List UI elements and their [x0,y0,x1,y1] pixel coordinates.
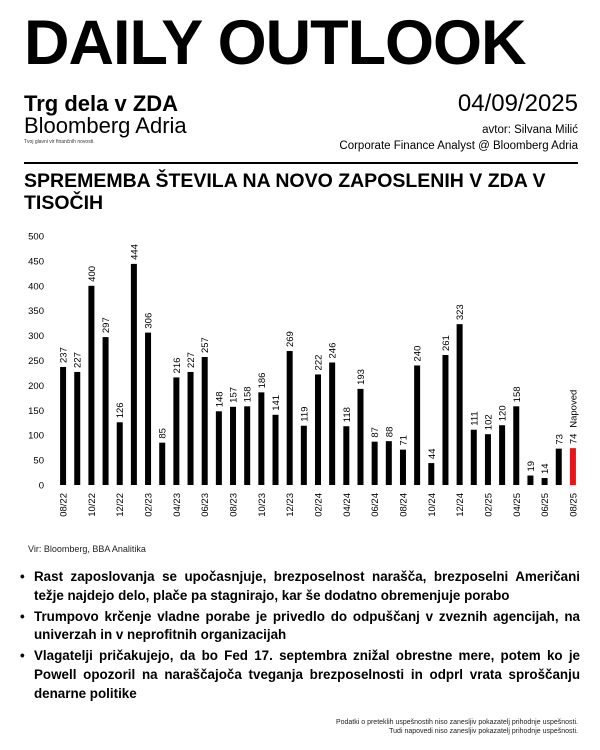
x-tick-label: 10/24 [426,493,438,517]
bar [471,430,477,485]
bar-value-label: 269 [285,331,297,348]
author-role: Corporate Finance Analyst @ Bloomberg Adria [339,139,578,152]
y-tick-label: 300 [28,331,44,343]
bar [173,377,179,485]
bar [88,286,94,485]
bullet-item: • Rast zaposlovanja se upočasnjuje, brezposelnost narašča, brezposelni Američani težje najdejo delo, plače pa stagnirajo, kar še dodatno obremenjuje porabo [20,568,580,606]
bar [60,367,66,485]
bar-value-label: 102 [483,414,495,431]
section-title: Trg dela v ZDA [24,91,179,116]
bar-value-label: 19 [525,460,537,472]
bar-value-label: 400 [86,265,98,282]
bar-value-label: 444 [129,244,141,260]
bar [202,357,208,485]
x-tick-label: 06/25 [540,493,552,517]
bar-chart [0,222,600,542]
bar-value-label: 240 [412,345,424,362]
bar [527,476,533,485]
bar-value-label: 186 [256,372,268,389]
y-tick-label: 150 [28,405,44,417]
bar-value-label: 87 [370,427,382,438]
author-block [339,123,578,154]
x-tick-label: 02/23 [143,493,155,517]
bar-value-label: 323 [455,304,467,321]
x-tick-label: 02/24 [313,493,325,517]
bar [414,365,420,485]
bar-value-label: 88 [384,426,396,438]
bar-value-label: 157 [228,386,240,403]
y-tick-label: 0 [38,480,44,492]
bar-value-label: 148 [214,391,226,408]
bar-value-label: 158 [242,386,254,403]
bar-value-label: 73 [554,434,566,445]
author-name: avtor: Silvana Milić [482,124,578,136]
bar-value-label: 119 [299,406,311,422]
bar-value-label: 306 [143,312,155,329]
bar-value-label: 216 [171,357,183,374]
bar [216,411,222,485]
bar-value-label: 257 [200,337,212,354]
y-tick-label: 350 [28,306,44,318]
bullet-item: • Vlagatelji pričakujejo, da bo Fed 17. septembra znižal obrestne mere, potem ko je Powell opozoril na naraščajoča tveganja brezposelnosti in odprl vrata sproščanju denarne politike [20,647,580,703]
bar-value-label: 193 [355,369,367,385]
bar-value-label: 44 [426,448,438,460]
x-tick-label: 08/24 [398,493,410,517]
bar [542,478,548,485]
bar [244,406,250,485]
bar [131,264,137,485]
bar [315,374,321,485]
y-tick-label: 100 [28,430,44,442]
forecast-label: Napoved [568,389,580,428]
x-tick-label: 10/22 [86,493,98,517]
bar-value-label: 227 [72,352,84,368]
bar [74,372,80,485]
y-tick-label: 250 [28,356,44,367]
bar-value-label: 126 [115,402,127,419]
bar-value-label: 222 [313,354,325,371]
bar [357,389,363,485]
bar-value-label: 85 [157,428,169,439]
bar [117,422,123,485]
bar [230,407,236,485]
bar [159,443,165,485]
bar-value-label: 111 [469,411,481,426]
bar [499,425,505,485]
outlet-name: Bloomberg Adria [24,113,187,138]
bar [188,372,194,485]
bar-value-label: 237 [58,347,70,363]
bar [513,406,519,485]
chart-title: SPREMEMBA ŠTEVILA NA NOVO ZAPOSLENIH V ZDA V TISOČIH [24,170,546,214]
x-tick-label: 08/25 [568,493,580,517]
x-tick-label: 08/22 [58,493,70,517]
publish-date: 04/09/2025 [457,90,578,117]
bar-value-label: 297 [101,317,113,334]
bar [372,442,378,485]
brand-title: DAILY OUTLOOK [24,8,526,78]
bar [301,426,307,485]
bar-value-label: 118 [341,407,353,423]
x-tick-label: 12/22 [115,493,127,517]
bar-value-label: 246 [327,342,339,359]
bar [329,362,335,485]
y-tick-label: 50 [33,455,44,467]
bar [442,355,448,485]
y-tick-label: 200 [28,380,44,392]
x-tick-label: 12/23 [285,493,297,517]
bar-value-label: 74 [568,433,580,445]
disclaimer-line: Tudi napovedi niso zanesljiv pokazatelj prihodnje uspešnosti. [389,728,578,736]
bar [145,333,151,485]
forecast-bar [570,448,576,485]
x-tick-label: 08/23 [228,493,240,517]
x-tick-label: 12/24 [455,493,467,517]
bar [287,351,293,485]
bar [103,337,109,485]
bar-value-label: 71 [398,435,410,446]
bullet-list [20,568,580,705]
bar [343,426,349,485]
bar [556,449,562,485]
bar [485,434,491,485]
x-tick-label: 10/23 [256,493,268,517]
bar [428,463,434,485]
bar [457,324,463,485]
x-tick-label: 06/23 [200,493,212,517]
tagline: Tvoj glavni vir finančnih novosti. [24,139,95,145]
bar [386,441,392,485]
header-divider [24,162,578,164]
x-tick-label: 04/24 [341,493,353,517]
bar [273,415,279,485]
y-tick-label: 500 [28,231,44,243]
y-tick-label: 400 [28,281,44,293]
bar-value-label: 227 [186,352,198,368]
y-tick-label: 450 [28,256,44,268]
bar [400,450,406,485]
bar [258,392,264,485]
disclaimer [336,718,578,737]
bullet-item: • Trumpovo krčenje vladne porabe je privedlo do odpuščanj v zveznih agencijah, na univerzah in v neprofitnih organizacijah [20,608,580,646]
bar-value-label: 141 [271,394,283,411]
x-tick-label: 06/24 [370,493,382,517]
bar-value-label: 14 [540,463,552,475]
x-tick-label: 02/25 [483,492,495,517]
x-tick-label: 04/25 [511,493,523,517]
bar-value-label: 158 [511,386,523,403]
x-tick-label: 04/23 [171,493,183,517]
bar-value-label: 120 [497,405,509,422]
disclaimer-line: Podatki o preteklih uspešnostih niso zanesljiv pokazatelj prihodnje uspešnosti. [335,719,578,726]
bar-value-label: 261 [440,335,452,352]
chart-source: Vir: Bloomberg, BBA Analitika [28,544,146,554]
